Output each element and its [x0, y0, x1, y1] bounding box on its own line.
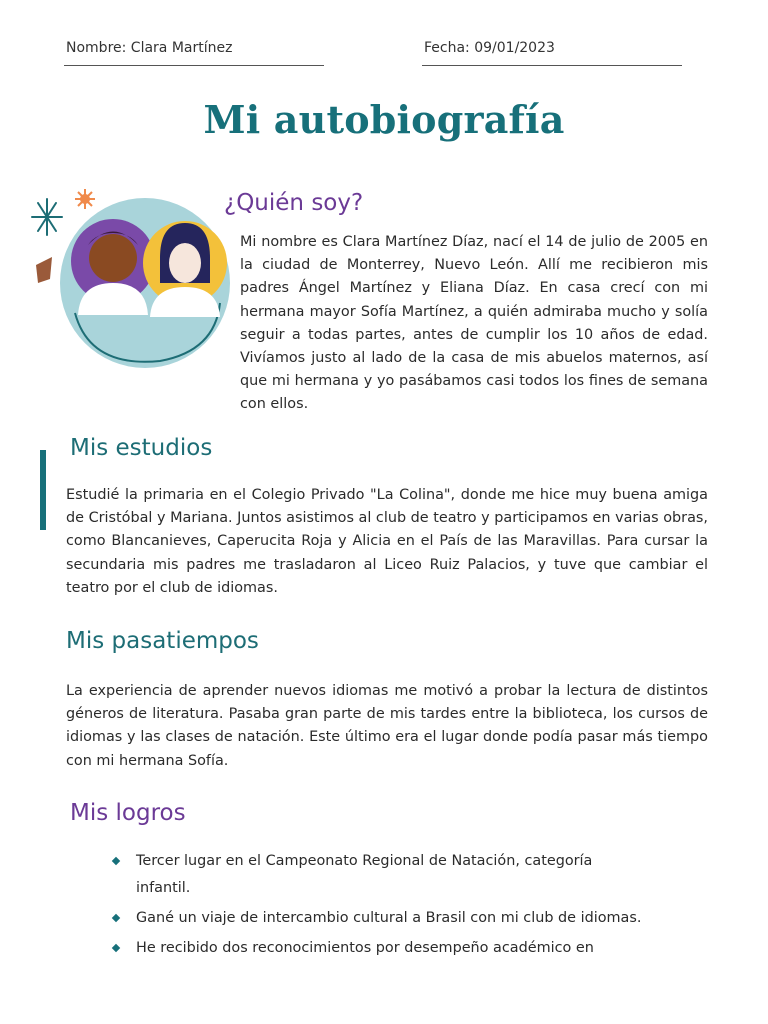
list-item-text: Gané un viaje de intercambio cultural a Brasil con mi club de idiomas. — [136, 910, 642, 926]
estudios-heading: Mis estudios — [70, 435, 213, 461]
name-underline — [64, 65, 324, 66]
logros-list — [110, 848, 650, 965]
section-accent-bar — [40, 450, 46, 530]
list-item — [110, 935, 650, 962]
list-item — [110, 848, 650, 902]
two-girls-illustration — [30, 183, 230, 373]
pasatiempos-paragraph: La experiencia de aprender nuevos idiomas me motivó a probar la lectura de distintos géneros de literatura. Pasaba gran parte de mis tardes entre la biblioteca, los cursos de idiomas y las clases de natación. Este último era el lugar donde podía pasar más tiempo con mi hermana Sofía. — [66, 683, 708, 769]
page-title: Mi autobiografía — [203, 97, 565, 142]
sparkle-icon — [32, 199, 62, 235]
diamond-bullet-icon — [112, 857, 120, 865]
name-field: Nombre: Clara Martínez — [66, 40, 233, 56]
list-item-text: He recibido dos reconocimientos por desempeño académico en — [136, 940, 594, 956]
star-icon — [75, 189, 95, 209]
estudios-paragraph: Estudié la primaria en el Colegio Privado "La Colina", donde me hice muy buena amiga de Cristóbal y Mariana. Juntos asistimos al club de teatro y participamos en varias obras, como Blancanieves, Caperucita Roja y Alicia en el País de las Maravillas. Para cursar la secundaria mis padres me trasladaron al Liceo Ruiz Palacios, y tuve que cambiar el teatro por el club de idiomas. — [66, 487, 708, 596]
leaf-icon — [36, 257, 52, 283]
quien-soy-paragraph: Mi nombre es Clara Martínez Díaz, nací el 14 de julio de 2005 en la ciudad de Monterrey, Nuevo León. Allí me recibieron mis padres Ángel Martínez y Eliana Díaz. En casa crecí con mi hermana mayor Sofía Martínez, a quién admiraba mucho y solía seguir a todas partes, antes de cumplir los 10 años de edad. Vivíamos justo al lado de la casa de mis abuelos maternos, así que mi hermana y yo pasábamos casi todos los fines de semana con ellos. — [240, 234, 708, 413]
diamond-bullet-icon — [112, 944, 120, 952]
diamond-bullet-icon — [112, 914, 120, 922]
logros-heading: Mis logros — [70, 800, 186, 826]
list-item — [110, 905, 650, 932]
date-underline — [422, 65, 682, 66]
list-item-text: Tercer lugar en el Campeonato Regional de Natación, categoría infantil. — [136, 853, 593, 896]
quien-soy-heading: ¿Quién soy? — [224, 190, 364, 216]
date-field: Fecha: 09/01/2023 — [424, 40, 555, 56]
pasatiempos-heading: Mis pasatiempos — [66, 628, 259, 654]
